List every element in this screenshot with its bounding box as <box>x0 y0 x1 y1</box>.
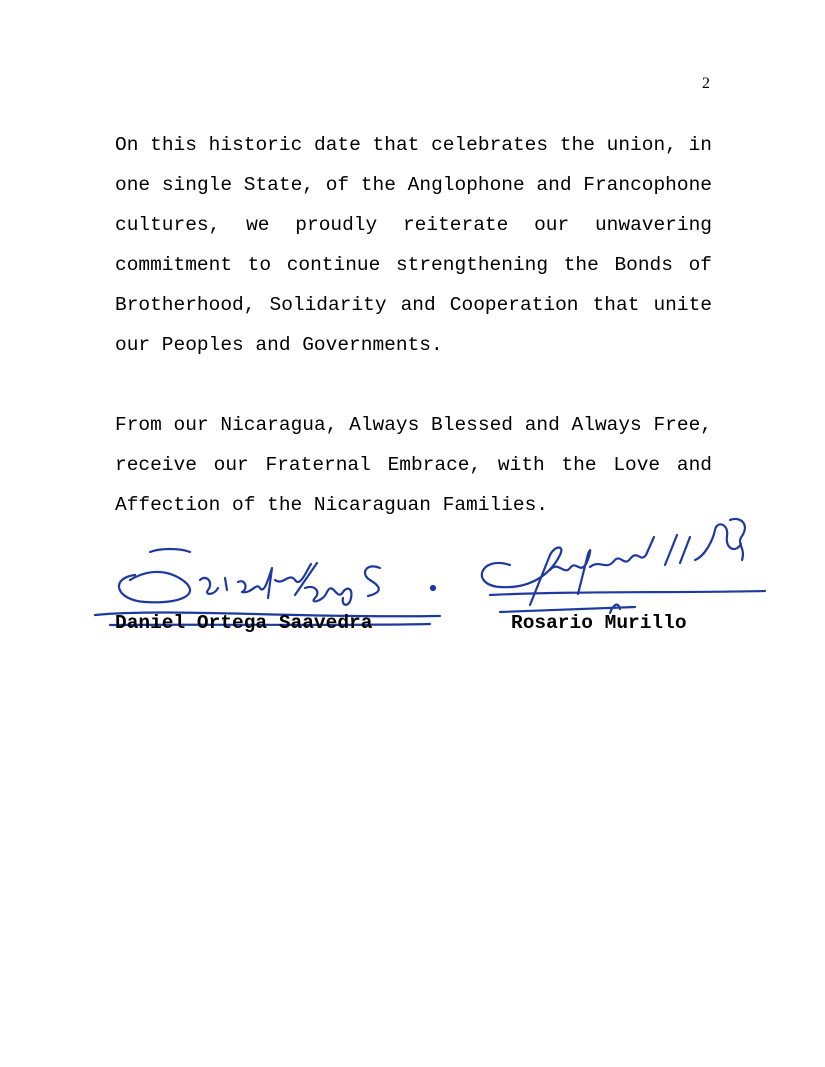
page-number: 2 <box>702 75 710 92</box>
paragraph-1: On this historic date that celebrates the union, in one single State, of the Anglophone and Francophone cultures, we proudly reiterate our unwavering commitment to continue strengthening the Bonds of Brotherhood, Solidarity and Cooperation that unite our Peoples and Governments. <box>115 134 712 356</box>
signatory-name-left: Daniel Ortega Saavedra <box>115 612 373 634</box>
signatory-name-right: Rosario Murillo <box>511 612 687 634</box>
paragraph-2: From our Nicaragua, Always Blessed and Always Free, receive our Fraternal Embrace, with the Love and Affection of the Nicaraguan Families. <box>115 414 712 516</box>
signature-rosario-murillo-image <box>470 515 770 625</box>
